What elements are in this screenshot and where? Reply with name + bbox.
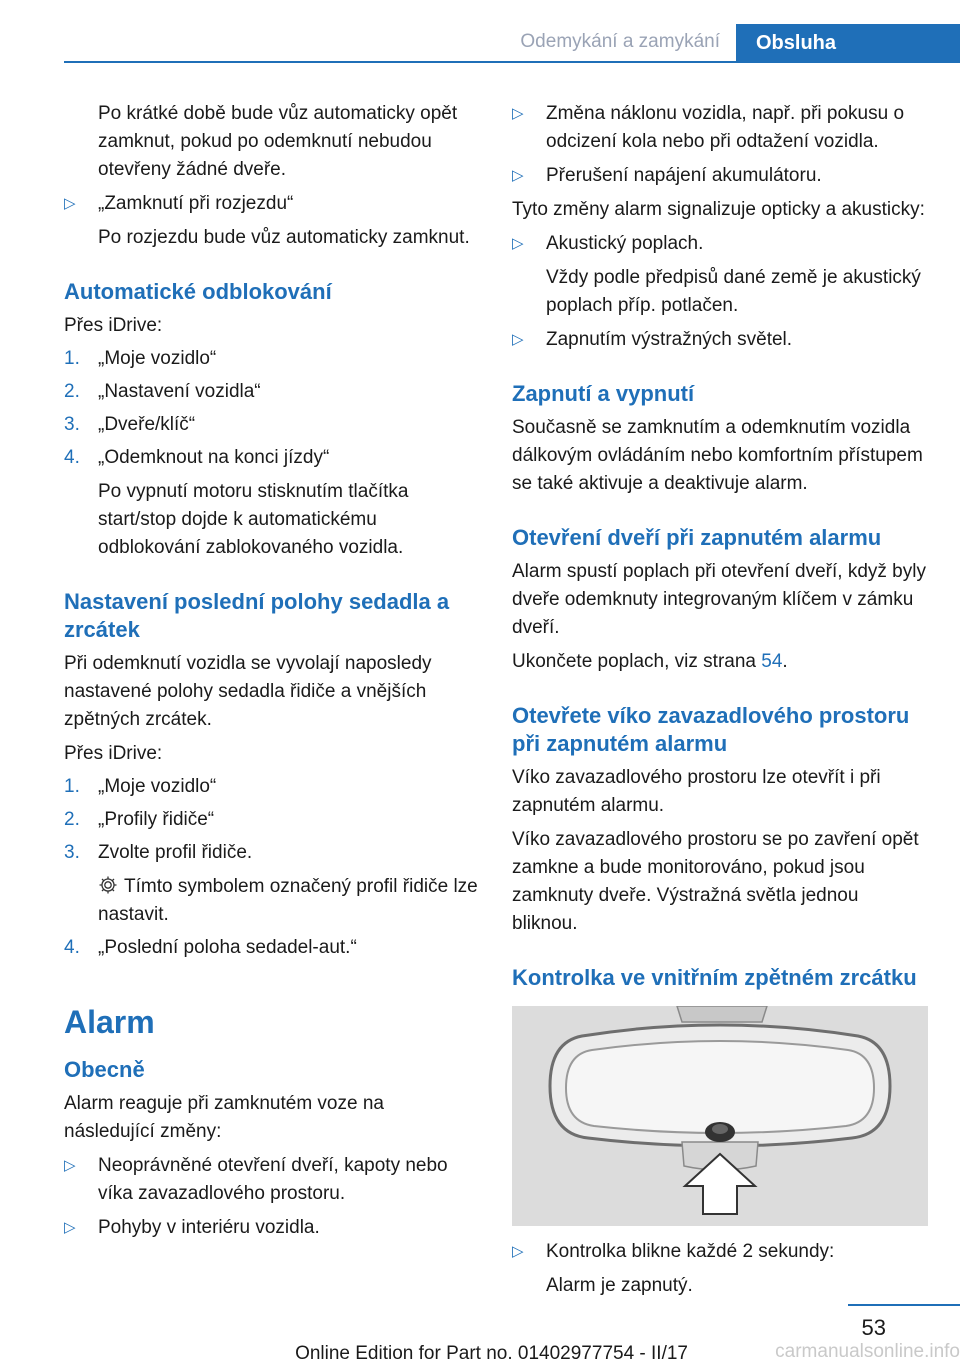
triangle-bullet-icon: ▷: [512, 331, 524, 348]
section-heading: Kontrolka ve vnitřním zpětném zrcátku: [512, 965, 917, 990]
bullet-text: Změna náklonu vozidla, např. při pokusu o odcizení kola nebo při odtažení vozidla.: [546, 103, 905, 152]
paragraph: Přes iDrive:: [64, 743, 163, 764]
numbered-item: [64, 411, 478, 439]
paragraph: Alarm reaguje při zamknutém voze na následující změny:: [64, 1093, 384, 1142]
bullet-text: Neoprávněné otevření dveří, kapoty nebo víka zavazadlového prostoru.: [98, 1155, 448, 1204]
step-number: 1.: [64, 348, 80, 369]
step-text: „Profily řidiče“: [98, 809, 215, 830]
step-note: Po vypnutí motoru stisknutím tlačítka start/stop dojde k automatickému odblokování zablokovaného vozidla.: [98, 481, 409, 558]
bullet-text: Zapnutím výstražných světel.: [546, 329, 793, 350]
triangle-bullet-icon: ▷: [64, 1219, 76, 1236]
bullet-text: Akustický poplach.: [546, 233, 704, 254]
numbered-item: [64, 773, 478, 801]
triangle-bullet-icon: ▷: [64, 1157, 76, 1174]
bullet-text: Pohyby v interiéru vozidla.: [98, 1217, 320, 1238]
section-heading: Otevření dveří při zapnutém alarmu: [512, 525, 882, 550]
step-text: „Moje vozidlo“: [98, 776, 217, 797]
step-number: 1.: [64, 776, 80, 797]
step-number: 2.: [64, 381, 80, 402]
bullet-item: [64, 1152, 478, 1208]
paragraph: Přes iDrive:: [64, 315, 163, 336]
header-rule: [64, 61, 960, 63]
bullet-item: [64, 190, 478, 252]
text: Ukončete poplach, viz strana: [512, 651, 762, 672]
page-link[interactable]: 54: [761, 651, 783, 672]
bullet-subtext: Vždy podle předpisů dané země je akustický poplach příp. potlačen.: [546, 267, 921, 316]
numbered-item: [64, 934, 478, 962]
paragraph: Víko zavazadlového prostoru se po zavření opět zamkne a bude monitorováno, pokud jsou zamknuty dveře. Výstražná světla jednou bliknou.: [512, 829, 919, 934]
step-text: „Odemknout na konci jízdy“: [98, 447, 330, 468]
footer-edition: Online Edition for Part no. 01402977754 - II/17: [295, 1343, 688, 1364]
paragraph: Tyto změny alarm signalizuje opticky a akusticky:: [512, 199, 925, 220]
bullet-item: [512, 100, 926, 156]
left-column: [64, 100, 478, 1242]
triangle-bullet-icon: ▷: [512, 235, 524, 252]
step-number: 4.: [64, 447, 80, 468]
right-column: [512, 100, 926, 1300]
step-number: 3.: [64, 842, 80, 863]
footer-rule: [848, 1304, 960, 1306]
triangle-bullet-icon: ▷: [512, 105, 524, 122]
text: .: [782, 651, 788, 672]
paragraph: Víko zavazadlového prostoru lze otevřít i při zapnutém alarmu.: [512, 767, 881, 816]
paragraph: Po krátké době bude vůz automaticky opět zamknut, pokud po odemknutí nebudou otevřeny žádné dveře.: [98, 103, 458, 180]
bullet-text: Kontrolka blikne každé 2 sekundy:: [546, 1241, 835, 1262]
bullet-item: [512, 1238, 926, 1300]
step-text: „Nastavení vozidla“: [98, 381, 261, 402]
step-number: 2.: [64, 809, 80, 830]
bullet-title: „Zamknutí při rozjezdu“: [98, 193, 294, 214]
section-heading: Zapnutí a vypnutí: [512, 381, 695, 406]
triangle-bullet-icon: ▷: [512, 1243, 524, 1260]
triangle-bullet-icon: ▷: [512, 167, 524, 184]
step-text: Zvolte profil řidiče.: [98, 842, 253, 863]
header-chapter-tab: Obsluha: [736, 24, 960, 62]
section-heading: Otevřete víko zavazadlového prostoru při zapnutém alarmu: [512, 703, 910, 756]
numbered-item: [64, 345, 478, 373]
triangle-bullet-icon: ▷: [64, 195, 76, 212]
rearview-mirror-illustration: [512, 1006, 928, 1226]
numbered-item: [64, 806, 478, 834]
step-note-text: Tímto symbolem označený profil řidiče lze nastavit.: [98, 876, 478, 925]
watermark: carmanualsonline.info: [775, 1341, 960, 1362]
numbered-item: [64, 444, 478, 562]
header-section-title: Odemykání a zamykání: [520, 31, 720, 52]
bullet-item: [512, 230, 926, 320]
step-number: 3.: [64, 414, 80, 435]
step-number: 4.: [64, 937, 80, 958]
numbered-item: [64, 378, 478, 406]
bullet-item: [512, 162, 926, 190]
bullet-subtext: Alarm je zapnutý.: [546, 1275, 693, 1296]
step-note: [98, 873, 478, 929]
section-heading: Automatické odblokování: [64, 279, 332, 304]
gear-icon: [98, 875, 118, 895]
paragraph: Současně se zamknutím a odemknutím vozidla dálkovým ovládáním nebo komfortním přístupem se také aktivuje a deaktivuje alarm.: [512, 417, 923, 494]
bullet-text: Po rozjezdu bude vůz automaticky zamknut.: [98, 227, 470, 248]
section-heading: Nastavení poslední polohy sedadla a zrcátek: [64, 589, 450, 642]
page-number: 53: [861, 1315, 886, 1340]
section-heading: Obecně: [64, 1057, 145, 1082]
bullet-item: [512, 326, 926, 354]
bullet-item: [64, 1214, 478, 1242]
numbered-item: [64, 839, 478, 929]
step-text: „Poslední poloha sedadel-aut.“: [98, 937, 357, 958]
chapter-title: Alarm: [64, 1004, 155, 1040]
paragraph: Při odemknutí vozidla se vyvolají naposledy nastavené polohy sedadla řidiče a vnějších zpětných zrcátek.: [64, 653, 432, 730]
paragraph: [512, 648, 926, 676]
step-text: „Dveře/klíč“: [98, 414, 196, 435]
bullet-text: Přerušení napájení akumulátoru.: [546, 165, 822, 186]
paragraph: Alarm spustí poplach při otevření dveří, když byly dveře odemknuty integrovaným klíčem v zámku dveří.: [512, 561, 926, 638]
step-text: „Moje vozidlo“: [98, 348, 217, 369]
